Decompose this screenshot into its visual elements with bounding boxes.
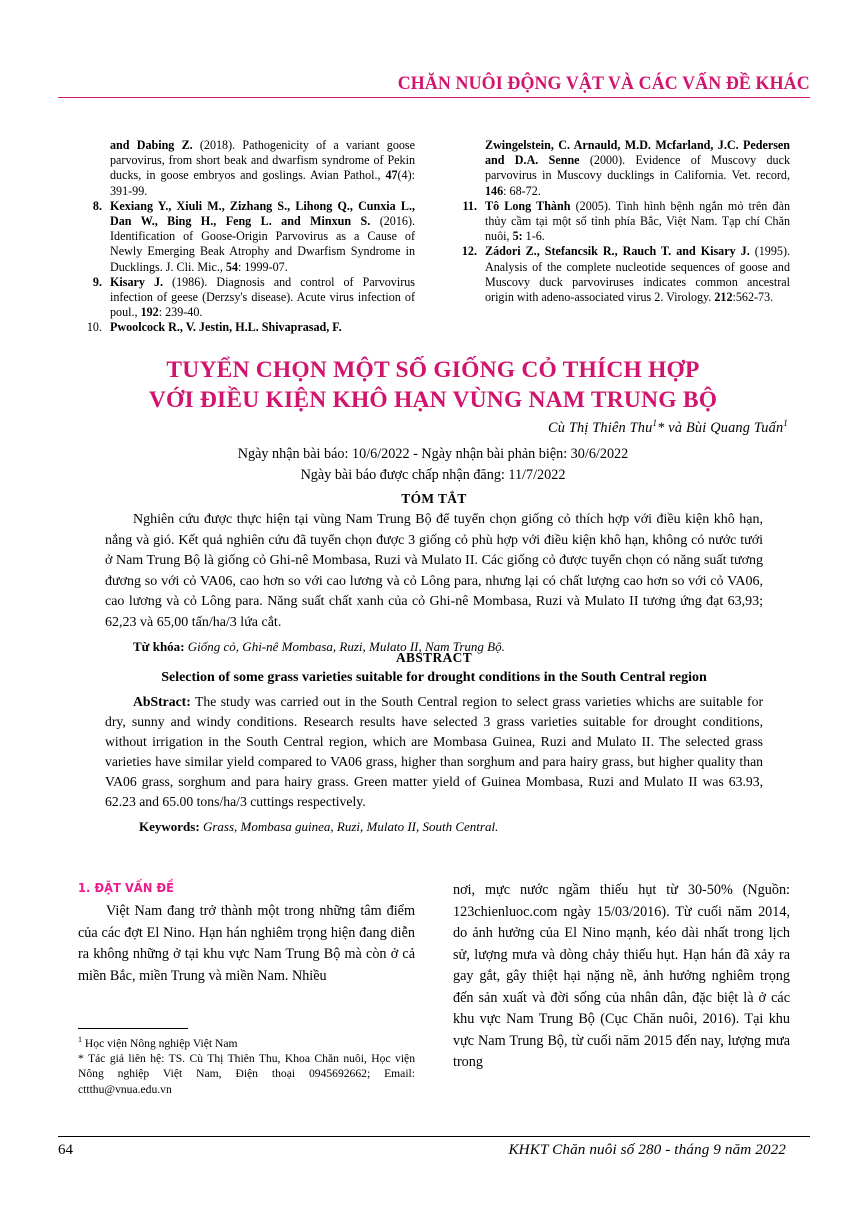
abstract-body xyxy=(105,692,763,811)
body-right-column xyxy=(453,880,790,1074)
reference-number: 10. xyxy=(86,320,102,335)
footnote-affiliation: $^1$ Học viện Nông nghiệp Việt Nam xyxy=(78,1035,238,1050)
tomtat-heading: TÓM TẮT xyxy=(401,491,467,506)
running-head-rule xyxy=(58,97,810,98)
reference-item xyxy=(76,320,415,335)
tomtat-body: Nghiên cứu được thực hiện tại vùng Nam Trung Bộ để tuyển chọn giống cỏ thích hợp với điều kiện khô hạn, nắng và gió. Kết quả nghiên cứu đã tuyển chọn được 3 giống cỏ phù hợp với điều kiện khô hạn, không có nước tưới ở Nam Trung Bộ là giống cỏ Ghi-nê Mombasa, Ruzi và Mulato II. Các giống cỏ được tuyển chọn có năng suất tương đương so với cỏ VA06, cao hơn so với cao lương và cỏ Lông para, nhưng lại có chất lượng cao hơn so với cỏ VA06, cao lương và cỏ Lông para. Năng suất chất xanh của cỏ Ghi-nê Mombasa, Ruzi và Mulato II tương ứng đạt 63,93; 62,23 và 65,00 tấn/ha/3 lứa cắt. xyxy=(105,512,763,630)
abstract-heading: ABSTRACT xyxy=(395,650,473,665)
body-paragraph: Việt Nam đang trở thành một trong những tâm điểm của các đợt El Nino. Hạn hán nghiêm trọng hiện đang diễn ra không những ở tại khu vực Nam Trung Bộ mà còn ở cả miền Bắc, miền Trung và miền Nam. Nhiều xyxy=(78,903,415,984)
abstract-body-text: The study was carried out in the South Central region to select grass varieties whichs are suitable for dry, sunny and windy conditions. Research results have selected 3 grass varieties suitable for drought conditions, without irrigation in the South Central region, which are Mombasa Guinea, Ruzi and Mulato II. The selected grass varieties have similar yield compared to VA06 grass, higher than sorghum and para hairy grass, but higher quality than VA06 grass, sorghum and para hairy grass. Green matter yield of Guinea Mombasa, Ruzi and Mulato II was 63.93, 62.23 and 65.00 tons/ha/3 cuttings respectively. xyxy=(105,694,763,809)
submission-dates xyxy=(78,444,788,486)
vietnamese-abstract-block xyxy=(105,491,763,656)
abstract-label: AbStract: xyxy=(133,694,191,709)
reference-text: Pwoolcock R., V. Jestin, H.L. Shivaprasad, F. xyxy=(110,320,342,335)
reference-item xyxy=(451,244,790,305)
reference-item xyxy=(451,199,790,245)
references-left-column xyxy=(76,138,415,336)
footer-row xyxy=(58,1141,810,1159)
reference-item xyxy=(76,199,415,275)
journal-citation: KHKT Chăn nuôi số 280 - tháng 9 năm 2022 xyxy=(508,1141,786,1158)
page-footer xyxy=(58,1136,810,1159)
english-abstract-block xyxy=(105,650,763,836)
tomtat-keywords-value: Giống cỏ, Ghi-nê Mombasa, Ruzi, Mulato II, Nam Trung Bộ. xyxy=(187,638,505,654)
footer-rule xyxy=(58,1136,810,1137)
tomtat-keywords: Từ khóa: Giống cỏ, Ghi-nê Mombasa, Ruzi, Mulato II, Nam Trung Bộ. xyxy=(133,638,505,654)
abstract-keywords-label: Keywords xyxy=(139,819,196,835)
article-title-line-2: VỚI ĐIỀU KIỆN KHÔ HẠN VÙNG NAM TRUNG BỘ xyxy=(148,387,718,413)
references-section xyxy=(76,138,790,336)
article-title-line-1: TUYỂN CHỌN MỘT SỐ GIỐNG CỎ THÍCH HỢP xyxy=(166,357,700,383)
page-number: 64 xyxy=(58,1142,73,1158)
references-right-column xyxy=(451,138,790,336)
reference-text: Kisary J. (1986). Diagnosis and control of Parvovirus infection of geese (Derzsy's disease). Acute virus infection of poul., 192: 239-40. xyxy=(110,274,415,320)
running-head-text: CHĂN NUÔI ĐỘNG VẬT VÀ CÁC VẤN ĐỀ KHÁC xyxy=(397,74,810,94)
reference-number: 9. xyxy=(92,274,102,289)
author-line: Cù Thị Thiên Thu$^1$* và Bùi Quang Tuấn$^1$ xyxy=(547,418,788,436)
tomtat-keywords-label: Từ khóa xyxy=(133,638,181,654)
reference-text: Tô Long Thành (2005). Tình hình bệnh ngắn mỏ trên đàn thủy cầm tại một số tỉnh phía Bắc, Việt Nam. Tạp chí Chăn nuôi, 5: 1-6. xyxy=(485,198,790,244)
running-head xyxy=(58,74,810,98)
body-paragraph: nơi, mực nước ngầm thiếu hụt từ 30-50% (Nguồn: 123chienluoc.com ngày 15/03/2016). Từ cuối năm 2014, do ảnh hưởng của El Nino mạnh, kéo dài nhất trong lịch sử, lượng mưa và dòng chảy thiếu hụt. Hạn hán đã xảy ra gay gắt, gây thiệt hại nặng nề, ảnh hưởng nghiêm trọng đến sản xuất và đời sống của nhân dân, đặc biệt là ở các khu vực Nam Trung Bộ (Cục Chăn nuôi, 2016). Tại khu vực Nam Trung Bộ, từ cuối năm 2015 đến nay, lượng mưa trong xyxy=(453,882,790,1070)
reference-text: Zádori Z., Stefancsik R., Rauch T. and Kisary J. (1995). Analysis of the complete nucleotide sequences of goose and Muscovy duck parvoviruses indicates common ancestral origin with adeno-associated virus 2. Virology. 212:562-73. xyxy=(485,244,790,305)
reference-number: 11. xyxy=(462,198,477,213)
abstract-keywords-value: Grass, Mombasa guinea, Ruzi, Mulato II, South Central. xyxy=(202,819,499,835)
article-title xyxy=(78,355,788,415)
footnote-corresponding-author: * Tác giả liên hệ: TS. Cù Thị Thiên Thu, Khoa Chăn nuôi, Học viện Nông nghiệp Việt Nam, Điện thoại 0945692662; Email: cttthu@vnua.edu.vn xyxy=(78,1052,415,1096)
section-heading-dat-van-de: 1. ĐẶT VẤN ĐỀ xyxy=(78,880,175,895)
reference-number: 8. xyxy=(92,198,102,213)
footnote-rule xyxy=(78,1028,188,1029)
date-accepted-line: Ngày bài báo được chấp nhận đăng: 11/7/2022 xyxy=(300,467,566,483)
reference-number: 12. xyxy=(461,244,477,259)
abstract-keywords: Keywords: Grass, Mombasa guinea, Ruzi, Mulato II, South Central. xyxy=(139,819,499,835)
reference-item xyxy=(76,275,415,321)
reference-continuation: Zwingelstein, C. Arnauld, M.D. Mcfarland, J.C. Pedersen and D.A. Senne (2000). Evidence of Muscovy duck parvovirus in Muscovy ducklings in California. Vet. record, 146: 68-72. xyxy=(485,138,790,198)
date-received-line: Ngày nhận bài báo: 10/6/2022 - Ngày nhận bài phản biện: 30/6/2022 xyxy=(237,446,629,462)
footnote-block xyxy=(78,1028,415,1097)
reference-continuation: and Dabing Z. (2018). Pathogenicity of a variant goose parvovirus, from short beak and dwarfism syndrome of Pekin ducks, in goose embryos and goslings. Avian Pathol., 47(4): 391-99. xyxy=(110,138,415,198)
abstract-english-title: Selection of some grass varieties suitable for drought conditions in the South Central region xyxy=(161,670,707,685)
reference-text: Kexiang Y., Xiuli M., Zizhang S., Lihong Q., Cunxia L., Dan W., Bing H., Feng L. and Minxun S. (2016). Identification of Goose-Origin Parvovirus as a Cause of Newly Emerging Beak Atrophy and Dwarfism Syndrome in Ducklings. J. Cli. Mic., 54: 1999-07. xyxy=(110,198,415,274)
